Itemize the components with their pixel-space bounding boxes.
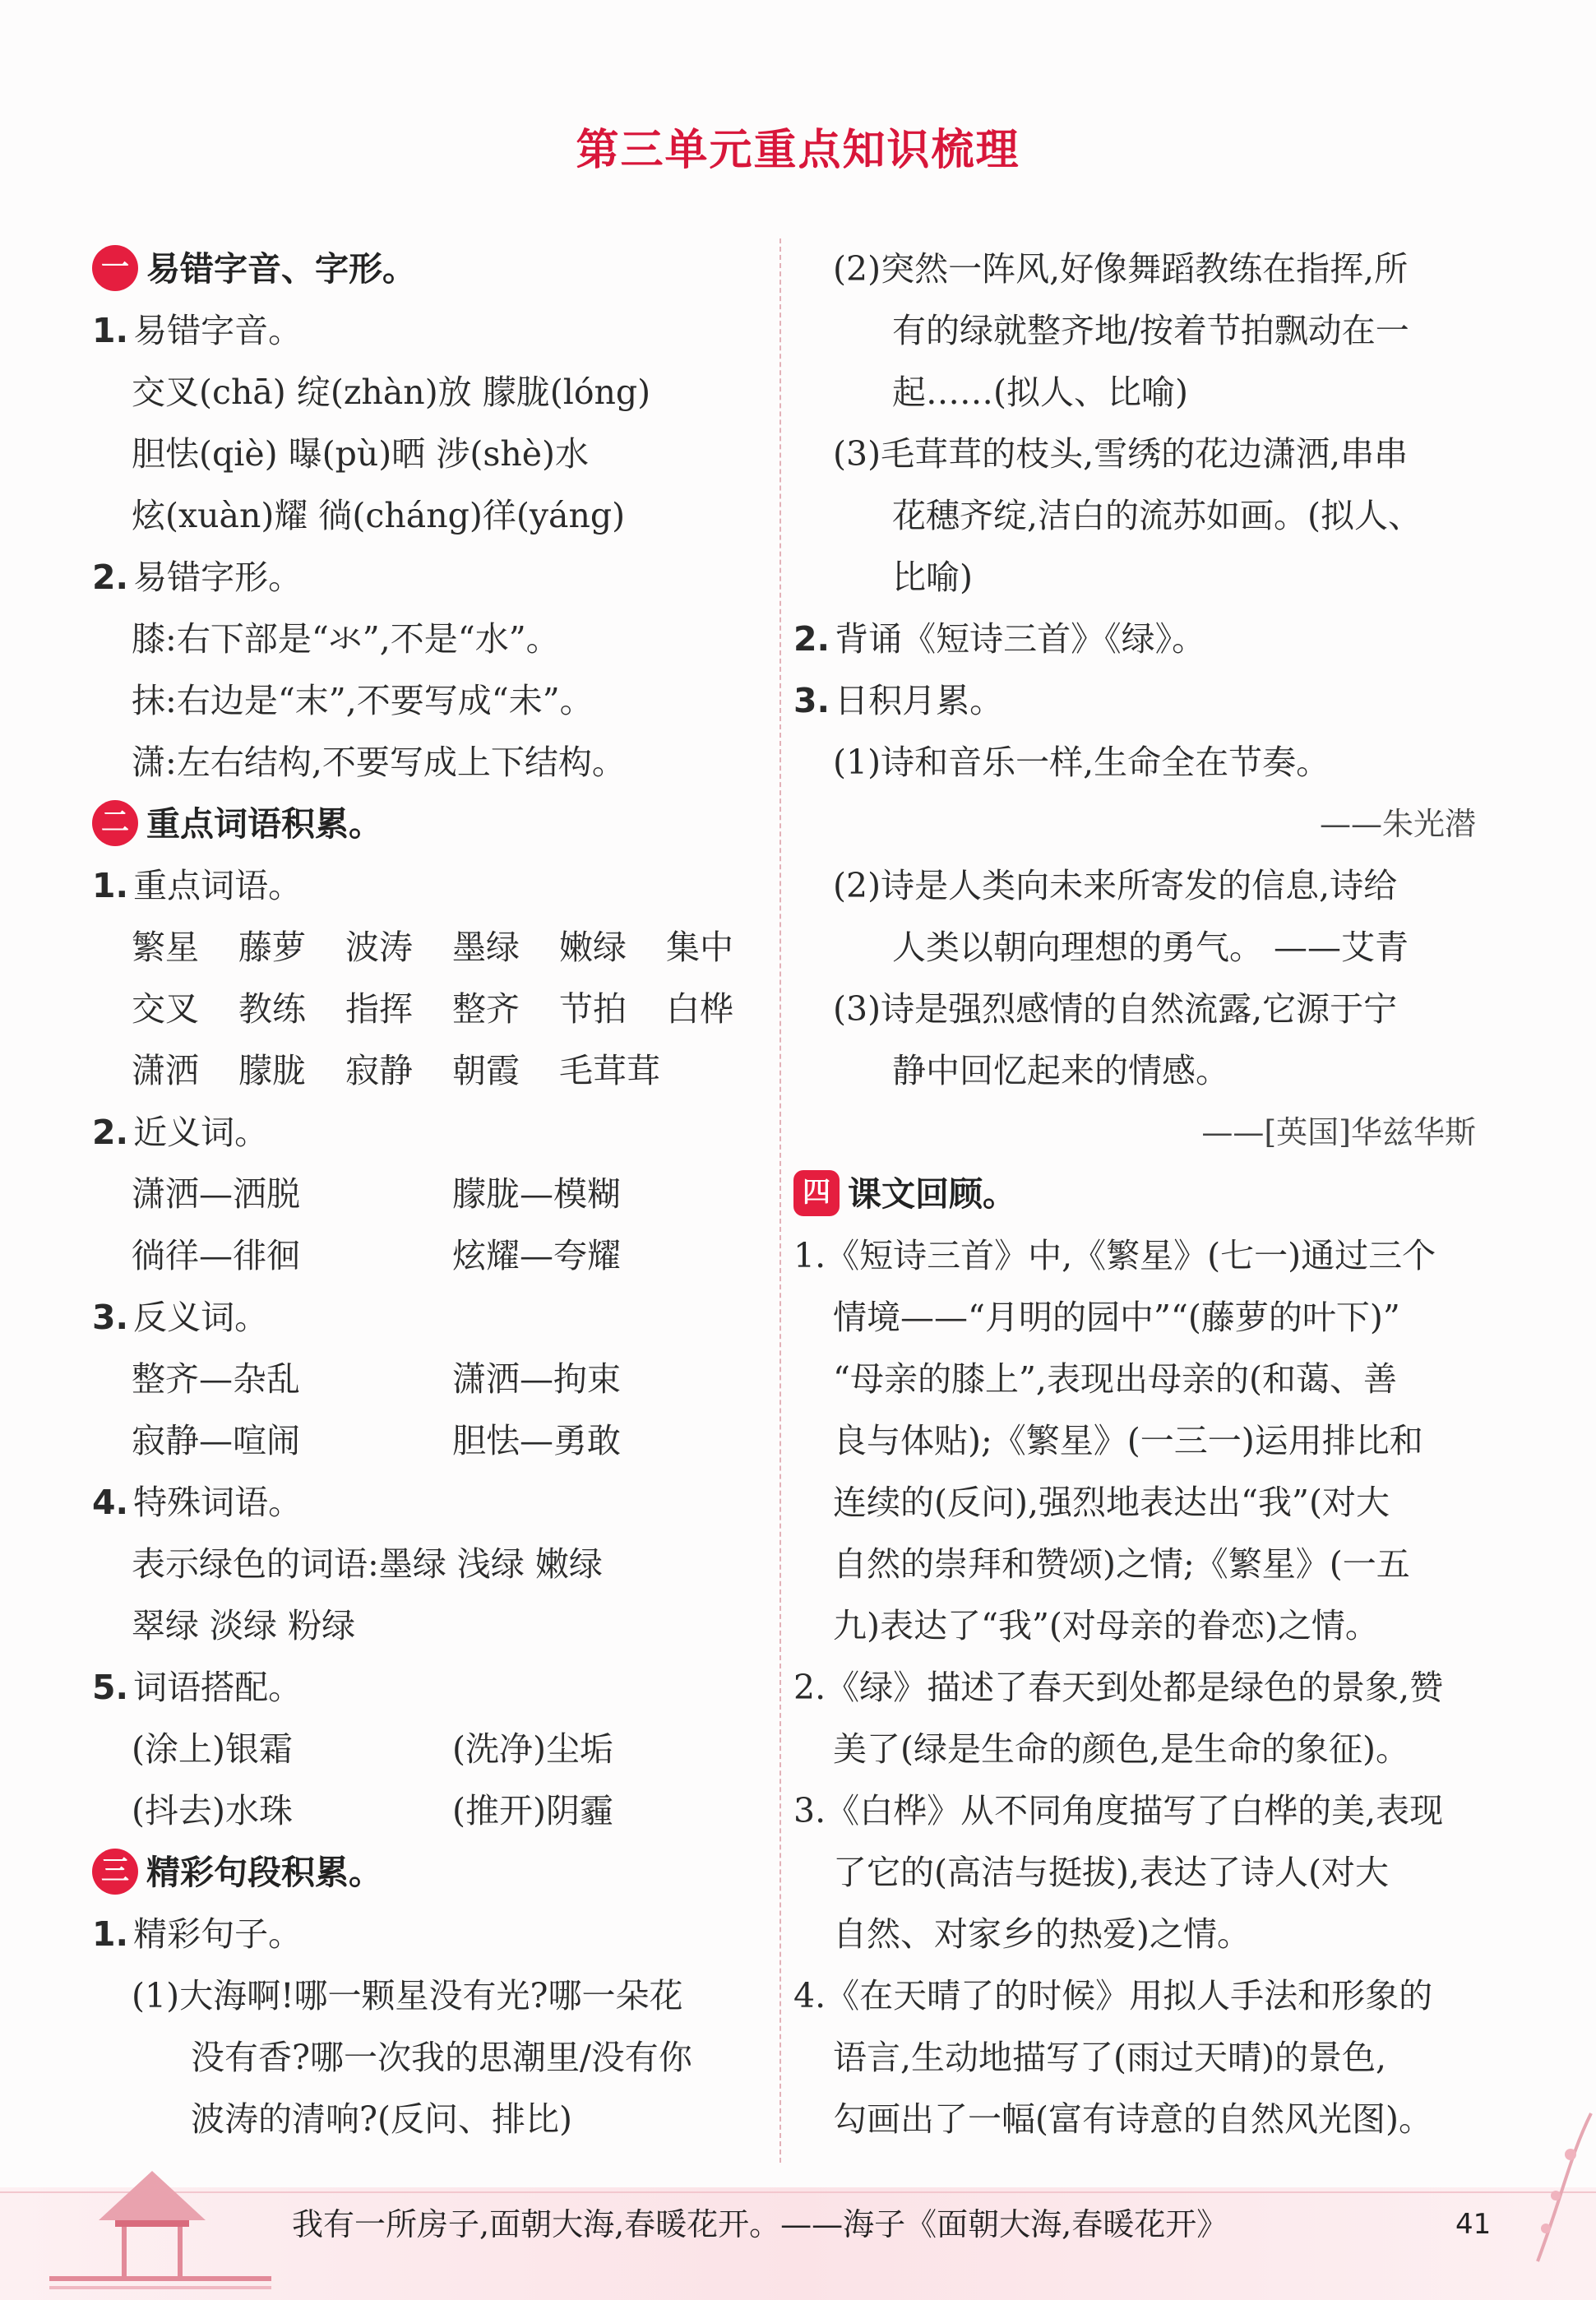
sentence-line: 没有香?哪一次我的思潮里/没有你 [191,2038,692,2077]
item-text: 易错字形。 [133,558,303,597]
quote-attribution: ——朱光潜 [1319,806,1476,842]
sentence-line: (3)毛茸茸的枝头,雪绣的花边潇洒,串串 [833,434,1409,474]
special-words-2: 翠绿 淡绿 粉绿 [132,1606,356,1645]
right-column [793,238,1476,2150]
word: 嫩绿 [559,928,627,967]
word: 指挥 [345,989,413,1029]
word: 潇洒 [132,1051,199,1090]
column-divider [779,238,781,2163]
word-row-1 [92,917,775,979]
pronunciation-line-1: 交叉(chā) 绽(zhàn)放 朦胧(lóng) [132,373,651,412]
quote-line: 人类以朝向理想的勇气。 ——艾青 [892,928,1409,967]
glyph-note-1: 膝:右下部是“氺”,不是“水”。 [132,619,560,659]
review-line: 美了(绿是生命的颜色,是生命的象征)。 [833,1729,1410,1769]
section-4-heading [793,1164,1476,1225]
review-line: 连续的(反问),强烈地表达出“我”(对大 [833,1483,1390,1522]
antonym-row-2 [92,1410,775,1472]
glyph-note-3: 潇:左右结构,不要写成上下结构。 [132,743,626,782]
review-line: 情境——“月明的园中”“(藤萝的叶下)” [833,1298,1400,1337]
word: 墨绿 [452,928,520,967]
word: 节拍 [559,989,627,1029]
review-line: “母亲的膝上”,表现出母亲的(和蔼、善 [833,1359,1397,1399]
item-2-3 [92,1287,775,1349]
item-text: 背诵《短诗三首》《绿》。 [835,619,1206,659]
sentence-line: (2)突然一阵风,好像舞蹈教练在指挥,所 [833,249,1409,289]
section-1-heading [92,238,775,300]
item-text: 词语搭配。 [133,1668,303,1707]
item-number: 1. [92,311,129,350]
page-number: 41 [1455,2208,1492,2241]
item-number: 1. [92,866,129,905]
item-number: 2. [92,1113,129,1152]
section-1-title: 易错字音、字形。 [146,249,416,289]
item-text: 精彩句子。 [133,1914,303,1954]
pronunciation-line-3: 炫(xuàn)耀 徜(cháng)徉(yáng) [132,496,626,535]
pavilion-icon [33,2163,280,2300]
review-line: 自然的崇拜和赞颂)之情;《繁星》(一五 [833,1544,1410,1584]
item-text: 反义词。 [133,1298,269,1337]
section-3-badge: 三 [92,1849,138,1895]
quote-line: 静中回忆起来的情感。 [892,1051,1229,1090]
word-pair: 潇洒—拘束 [452,1359,621,1399]
review-line: 2.《绿》描述了春天到处都是绿色的景象,赞 [793,1668,1444,1707]
review-line: 良与体贴);《繁星》(一三一)运用排比和 [833,1421,1423,1460]
item-number: 2. [793,619,830,659]
word-pair: 整齐—杂乱 [132,1359,300,1399]
section-3-heading [92,1842,775,1904]
item-2-4 [92,1472,775,1534]
word: 波涛 [345,928,413,967]
item-number: 3. [92,1298,129,1337]
sentence-line: 比喻) [892,558,973,597]
sentence-line: 花穗齐绽,洁白的流苏如画。(拟人、 [892,496,1423,535]
item-2-2 [92,1102,775,1164]
word: 繁星 [132,928,199,967]
word-pair: 炫耀—夸耀 [452,1236,621,1275]
section-2-title: 重点词语积累。 [146,804,382,844]
sentence-line: (1)大海啊!哪一颗星没有光?哪一朵花 [132,1976,683,2015]
item-3-3 [793,670,1476,732]
section-1-badge: 一 [92,245,138,291]
left-column [92,238,775,2150]
item-text: 重点词语。 [133,866,303,905]
quote-line: (1)诗和音乐一样,生命全在节奏。 [833,743,1330,782]
collocation: (推开)阴霾 [452,1791,613,1830]
review-line: 1.《短诗三首》中,《繁星》(七一)通过三个 [793,1236,1436,1275]
word: 藤萝 [238,928,306,967]
special-words-1: 表示绿色的词语:墨绿 浅绿 嫩绿 [132,1544,603,1584]
review-line: 了它的(高洁与挺拔),表达了诗人(对大 [833,1853,1390,1892]
review-line: 勾画出了一幅(富有诗意的自然风光图)。 [833,2099,1432,2139]
sentence-line: 有的绿就整齐地/按着节拍飘动在一 [892,311,1409,350]
word-pair: 寂静—喧闹 [132,1421,300,1460]
review-line: 4.《在天晴了的时候》用拟人手法和形象的 [793,1976,1433,2015]
word-pair: 徜徉—徘徊 [132,1236,300,1275]
word: 整齐 [452,989,520,1029]
review-line: 3.《白桦》从不同角度描写了白桦的美,表现 [793,1791,1444,1830]
pronunciation-line-2: 胆怯(qiè) 曝(pù)晒 涉(shè)水 [132,434,590,474]
sentence-line: 波涛的清响?(反问、排比) [191,2099,572,2139]
synonym-row-1 [92,1164,775,1225]
word-pair: 潇洒—洒脱 [132,1174,300,1214]
item-number: 2. [92,558,129,597]
item-text: 特殊词语。 [133,1483,303,1522]
collocation: (涂上)银霜 [132,1729,293,1769]
word: 集中 [666,928,733,967]
collocation-row-2 [92,1780,775,1842]
section-4-title: 课文回顾。 [848,1174,1016,1214]
item-text: 近义词。 [133,1113,269,1152]
section-2-heading [92,794,775,855]
footer-quote: 我有一所房子,面朝大海,春暖花开。——海子《面朝大海,春暖花开》 [292,2206,1228,2242]
item-text: 易错字音。 [133,311,303,350]
review-line: 自然、对家乡的热爱)之情。 [833,1914,1251,1954]
quote-line: (2)诗是人类向未来所寄发的信息,诗给 [833,866,1398,905]
word: 交叉 [132,989,199,1029]
word-pair: 胆怯—勇敢 [452,1421,621,1460]
review-line: 语言,生动地描写了(雨过天晴)的景色, [833,2038,1387,2077]
synonym-row-2 [92,1225,775,1287]
antonym-row-1 [92,1349,775,1410]
collocation: (洗净)尘垢 [452,1729,613,1769]
word: 毛茸茸 [559,1051,660,1090]
item-number: 1. [92,1914,129,1954]
word-pair: 朦胧—模糊 [452,1174,621,1214]
review-line: 九)表达了“我”(对母亲的眷恋)之情。 [833,1606,1379,1645]
item-number: 5. [92,1668,129,1707]
quote-attribution: ——[英国]华兹华斯 [1201,1114,1476,1150]
word-row-2 [92,979,775,1040]
word: 教练 [238,989,306,1029]
quote-line: (3)诗是强烈感情的自然流露,它源于宁 [833,989,1398,1029]
word: 白桦 [666,989,733,1029]
word: 朦胧 [238,1051,306,1090]
item-2-5 [92,1657,775,1719]
sentence-line: 起……(拟人、比喻) [892,373,1188,412]
item-3-2 [793,609,1476,670]
section-4-badge: 四 [793,1170,840,1216]
word: 朝霞 [452,1051,520,1090]
word-row-3 [92,1040,775,1102]
section-2-badge: 二 [92,800,138,846]
item-3-1 [92,1904,775,1965]
collocation: (抖去)水珠 [132,1791,293,1830]
item-1-2 [92,547,775,609]
item-1-1 [92,300,775,362]
item-text: 日积月累。 [835,681,1004,720]
word: 寂静 [345,1051,413,1090]
item-2-1 [92,855,775,917]
section-3-title: 精彩句段积累。 [146,1853,382,1892]
item-number: 4. [92,1483,129,1522]
glyph-note-2: 抹:右边是“末”,不要写成“未”。 [132,681,594,720]
page-title: 第三单元重点知识梳理 [576,125,1020,175]
collocation-row-1 [92,1719,775,1780]
item-number: 3. [793,681,830,720]
plum-branch-icon [1513,2105,1595,2270]
